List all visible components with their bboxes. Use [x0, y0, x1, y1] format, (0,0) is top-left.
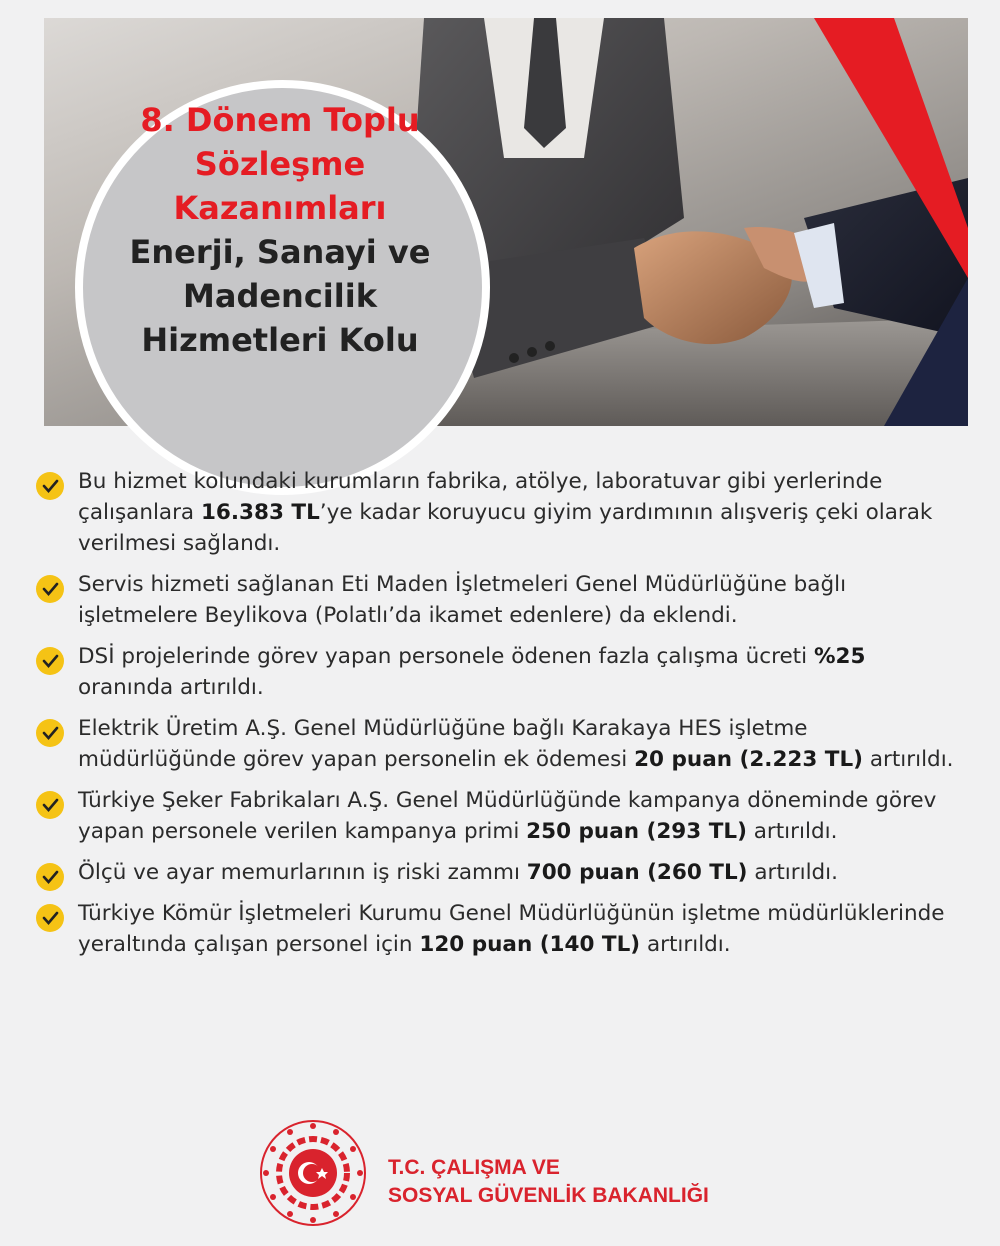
item-text: Servis hizmeti sağlanan Eti Maden İşletmeleri Genel Müdürlüğüne bağlı işletmelere Beylikova (Polatlı’da ikamet edenlere) da eklendi.: [78, 572, 847, 628]
item-text: DSİ projelerinde görev yapan personele ödenen fazla çalışma ücreti: [78, 644, 814, 669]
item-highlight: 250 puan (293 TL): [526, 819, 747, 844]
item-highlight: 120 puan (140 TL): [419, 932, 641, 957]
list-item: [36, 713, 966, 775]
subtitle-line: Madencilik: [183, 277, 377, 315]
check-circle-icon: [36, 863, 64, 891]
title-line: Sözleşme: [194, 145, 366, 183]
item-text: Bu hizmet kolundaki kurumların fabrika, atölye, laboratuvar gibi yerlerinde çalışanlara: [78, 469, 883, 525]
check-circle-icon: [36, 647, 64, 675]
page-title: [110, 98, 450, 362]
item-text: artırıldı.: [746, 819, 838, 844]
check-circle-icon: [36, 791, 64, 819]
item-text: Türkiye Kömür İşletmeleri Kurumu Genel Müdürlüğünün işletme müdürlüklerinde yeraltında çalışan personel için: [78, 901, 945, 957]
ministry-line: T.C. ÇALIŞMA VE: [388, 1156, 560, 1179]
gains-list: [36, 466, 966, 960]
ministry-emblem-logo: [258, 1118, 368, 1228]
item-text: artırıldı.: [863, 747, 954, 772]
subtitle-line: Hizmetleri Kolu: [141, 321, 419, 359]
item-text: Türkiye Şeker Fabrikaları A.Ş. Genel Müdürlüğünde kampanya döneminde görev yapan personele verilen kampanya primi: [78, 788, 937, 844]
title-line: Kazanımları: [173, 189, 387, 227]
list-item: [36, 785, 966, 847]
check-circle-icon: [36, 472, 64, 500]
list-item: [36, 466, 966, 559]
item-highlight: 700 puan (260 TL): [526, 860, 748, 885]
item-text: ’ye kadar koruyucu giyim yardımının alışveriş çeki olarak verilmesi sağlandı.: [78, 500, 933, 556]
item-text: Elektrik Üretim A.Ş. Genel Müdürlüğüne bağlı Karakaya HES işletme müdürlüğünde görev yapan personelin ek ödemesi: [78, 716, 808, 772]
item-text: artırıldı.: [747, 860, 838, 885]
ministry-name: [388, 1154, 709, 1210]
item-highlight: %25: [813, 644, 866, 669]
item-highlight: 16.383 TL: [200, 500, 320, 525]
ministry-line: SOSYAL GÜVENLİK BAKANLIĞI: [388, 1184, 709, 1207]
list-item: [36, 857, 966, 888]
list-item: [36, 641, 966, 703]
subtitle-line: Enerji, Sanayi ve: [129, 233, 431, 271]
list-item: [36, 898, 966, 960]
list-item: [36, 569, 966, 631]
check-circle-icon: [36, 575, 64, 603]
title-line: 8. Dönem Toplu: [140, 101, 420, 139]
item-highlight: 20 puan (2.223 TL): [634, 747, 864, 772]
item-text: oranında artırıldı.: [78, 675, 264, 700]
item-text: artırıldı.: [640, 932, 731, 957]
check-circle-icon: [36, 719, 64, 747]
footer: [258, 1118, 778, 1228]
item-text: Ölçü ve ayar memurlarının iş riski zammı: [78, 860, 527, 885]
check-circle-icon: [36, 904, 64, 932]
